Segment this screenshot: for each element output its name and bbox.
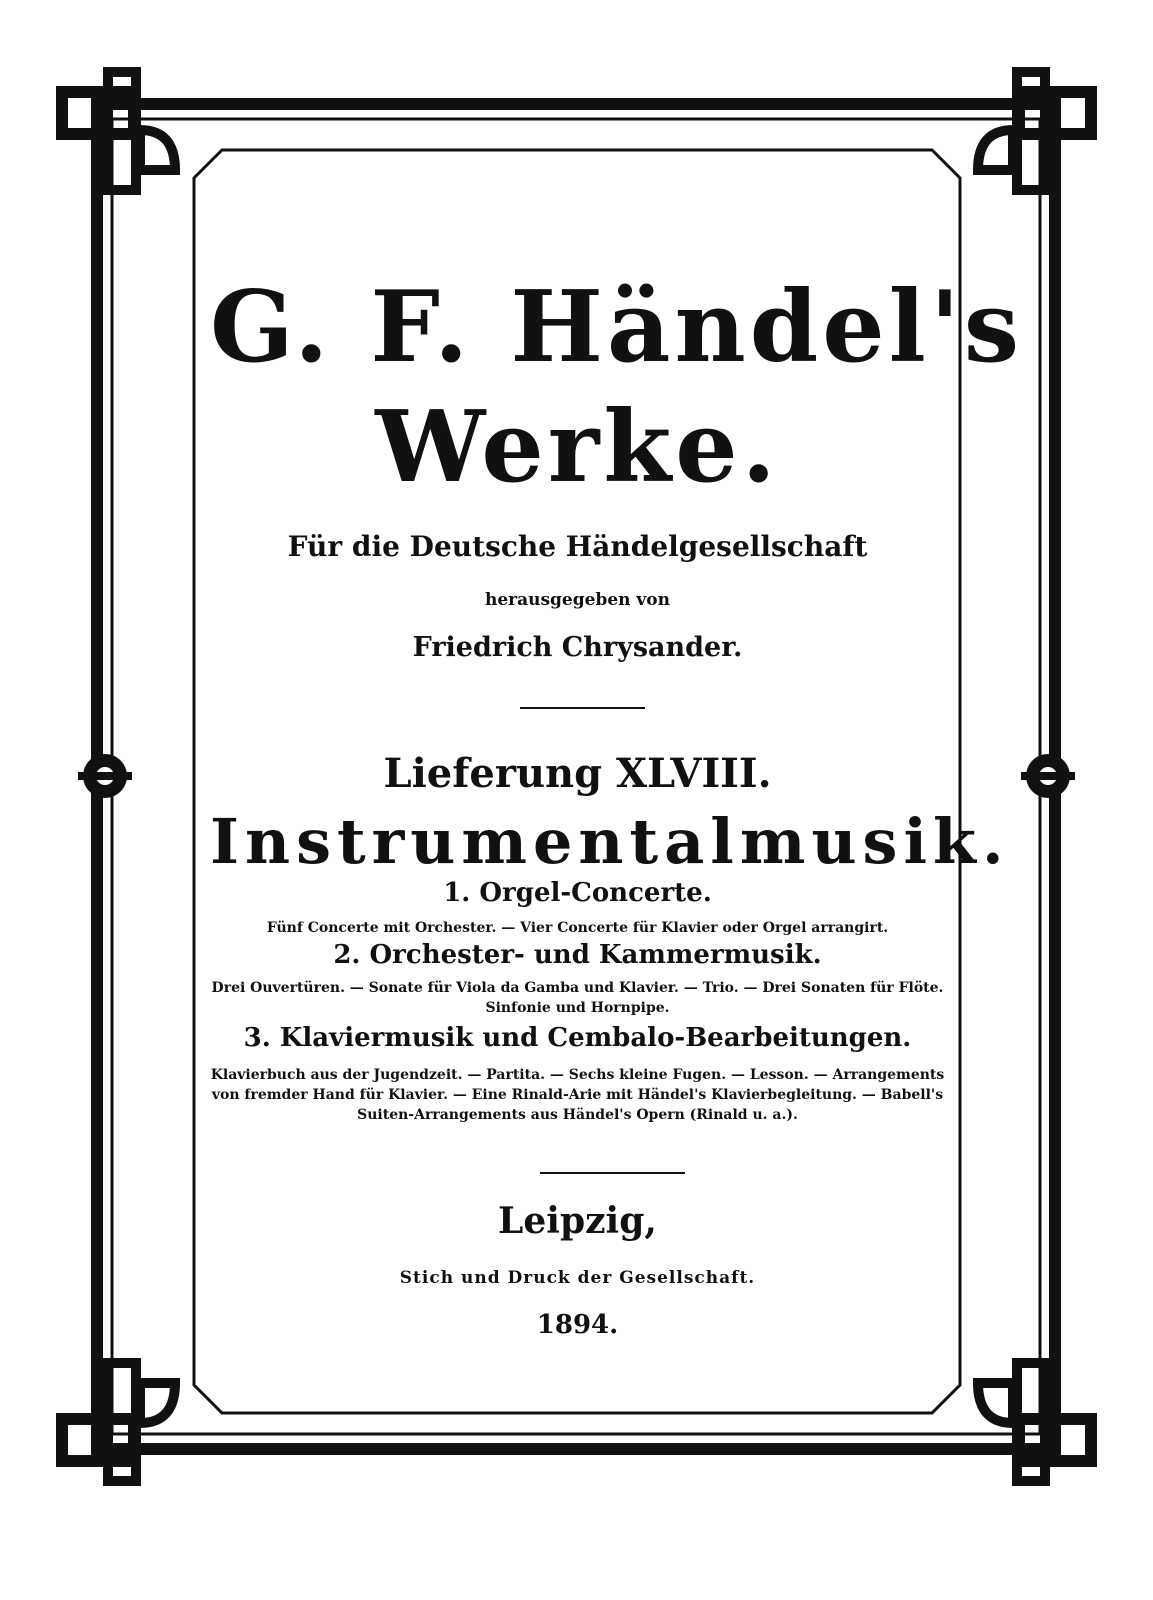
side-medallion-right [1021, 754, 1075, 798]
title-works: Werke. [375, 390, 780, 505]
main-heading: Instrumentalmusik. [210, 805, 1010, 878]
volume-number: Lieferung XLVIII. [383, 750, 772, 797]
title-page-content [210, 150, 1024, 1420]
imprint-printer: Stich und Druck der Gesellschaft. [399, 1268, 756, 1288]
section-1-title: 1. Orgel-Concerte. [443, 878, 712, 908]
section-2-description: Drei Ouvertüren. — Sonate für Viola da Gamba und Klavier. — Trio. — Drei Sonaten für Flöte. Sinfonie und Hornpipe. [211, 980, 944, 1016]
corner-ornament-bottom-right [978, 1363, 1091, 1481]
imprint-city: Leipzig, [498, 1200, 657, 1242]
corner-ornament-bottom-left [62, 1363, 175, 1481]
imprint-year: 1894. [536, 1310, 619, 1340]
side-medallion-left [78, 754, 132, 798]
edited-by-label: herausgegeben von [484, 590, 671, 610]
section-3-title: 3. Klaviermusik und Cembalo-Bearbeitungen. [243, 1023, 912, 1053]
title-composer: G. F. Händel's [210, 270, 1024, 385]
corner-ornament-top-right [978, 72, 1091, 190]
section-2-title: 2. Orchester- und Kammermusik. [333, 940, 822, 970]
section-1-description: Fünf Concerte mit Orchester. — Vier Concerte für Klavier oder Orgel arrangirt. [266, 920, 889, 936]
section-3-description: Klavierbuch aus der Jugendzeit. — Partita. — Sechs kleine Fugen. — Lesson. — Arrangements von fremder Hand für Klavier. — Eine Rinald-Arie mit Händel's Klavierbegleitung. — Babell's Suiten-Arrangements aus Händel's Opern (Rinald u. a.). [210, 1067, 945, 1123]
editor-name: Friedrich Chrysander. [412, 632, 743, 663]
corner-ornament-top-left [62, 72, 175, 190]
society-line: Für die Deutsche Händelgesellschaft [287, 530, 868, 563]
